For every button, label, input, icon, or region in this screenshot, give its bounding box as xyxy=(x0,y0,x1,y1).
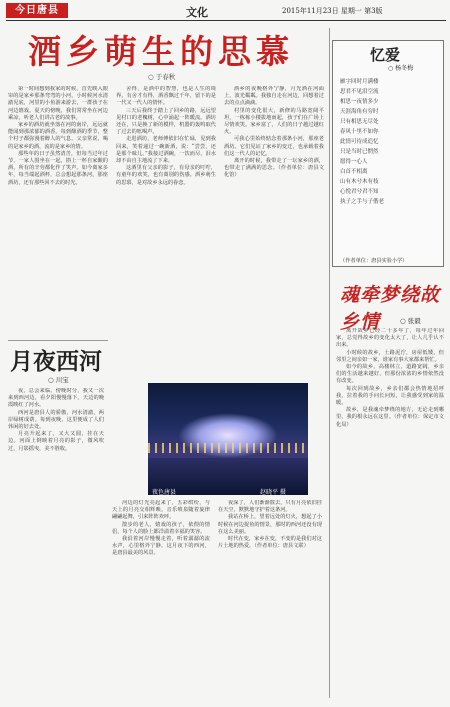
poem-line: 只是当时已惘然 xyxy=(340,149,379,155)
paragraph: 我站在桥上，望着远处的灯火，想起了小时候在河边捉鱼的情景，那时的西河还没有现在这么美丽。 xyxy=(218,514,322,535)
article2-column-3 xyxy=(218,500,322,700)
poem-line: 相思一夜情多少 xyxy=(340,99,379,105)
paragraph: 散步的老人，嬉戏的孩子，依偎的情侣，每个人的脸上都洋溢着幸福的笑容。 xyxy=(112,521,210,535)
page-header xyxy=(0,0,450,22)
article2-column-2 xyxy=(112,500,210,700)
poem-line: 心悦君兮君不知 xyxy=(340,189,379,195)
paragraph: 家乡的酒坊就坐落在河的南岸，远远就能闻到那浓郁的酒香。每到酿酒的季节，整个村子都弥漫着醉人的气息。父亲常说，喝的是家乡的酒，流的是家乡的情。 xyxy=(8,122,108,150)
paragraph: 故乡，是我魂牵梦绕的地方，无论走到哪里，我的根永远在这里。（作者单位：保定市文化局） xyxy=(336,407,444,428)
header-rule xyxy=(6,20,446,21)
paragraph: 时代在变，家乡在变，不变的是我们对这片土地的热爱。（作者单位：唐县文联） xyxy=(218,536,322,550)
poem-line: 此情可待成追忆 xyxy=(340,139,379,145)
section-divider xyxy=(8,340,108,341)
paragraph: 河边的灯光亮起来了，五彩缤纷，与天上的月亮交相辉映。音乐喷泉随着旋律翩翩起舞，引来阵阵欢呼。 xyxy=(112,500,210,521)
paragraph: 小时候的故乡，土路泥泞，房屋低矮，但邻里之间亲如一家，谁家有事大家都来帮忙。 xyxy=(336,349,444,363)
poem-line: 山有木兮木有枝 xyxy=(340,179,379,185)
article1-column-2 xyxy=(116,86,216,376)
paragraph: 月亮升起来了，又大又圆，挂在天边。河面上倒映着月亮的影子，微风吹过，月影摇曳，美不胜收。 xyxy=(8,431,104,452)
paragraph: 那些年的日子虽然清苦，但每当过年过节，一家人围坐在一起，斟上一杯自家酿的酒，所有的辛劳都化作了笑声。如今离家多年，每当端起酒杯，总会想起那条河，那座酒坊，还有那些回不去的时光。 xyxy=(8,150,108,186)
column-divider xyxy=(329,28,330,698)
paragraph: 每次回到故乡，乡亲们都会热情地招呼我，拉着我的手问长问短，让我感受到家的温暖。 xyxy=(336,385,444,407)
poem-line: 春风十里不如你 xyxy=(340,129,379,135)
article2-column-1 xyxy=(8,388,104,700)
poem-line: 思君不见泪空流 xyxy=(340,89,379,95)
poem-line: 白首不相离 xyxy=(340,169,368,175)
paragraph: 这酒里有父亲的影子，有母亲的叮咛，有童年的欢笑，也有离别的伤感。酒乡萌生的思慕，是对故乡永远的眷恋。 xyxy=(116,165,216,186)
paragraph: 我沿着河岸慢慢走着，听着潺潺的流水声，心里格外宁静。这月夜下的西河，是唐县最美的风景。 xyxy=(112,536,210,557)
paragraph: 村里的变化很大，新修的马路宽阔平坦，一栋栋小楼拔地而起，孩子们在广场上尽情欢笑。家乡富了，人们的日子越过越红火。 xyxy=(224,107,324,136)
paragraph: 酒乡的夜晚格外宁静，月光洒在河面上，波光粼粼。我独自走在河边，回想着过去的点点滴滴。 xyxy=(224,86,324,107)
article3-column-1 xyxy=(336,328,444,700)
paragraph: 夜深了，人们渐渐散去，只有月亮依旧挂在天空，默默地守护着这条河。 xyxy=(218,500,322,514)
article1-title: 酒乡萌生的思慕 xyxy=(28,32,294,71)
article2-title: 月夜西河 xyxy=(10,348,102,375)
article1-column-1 xyxy=(8,86,108,336)
paragraph: 夜，总会来临。傍晚时分，我又一次来到西河边，看夕阳慢慢落下，天边的晚霞映红了河水。 xyxy=(8,388,104,409)
issue-date: 2015年11月23日 星期一 第3版 xyxy=(282,7,383,15)
article2-author: ○ 川宝 xyxy=(48,376,69,384)
paragraph: 离开故乡已经二十多年了，每年过年回家，总觉得故乡的变化太大了，让人几乎认不出来。 xyxy=(336,328,444,349)
photo-caption: 夜色唐县 xyxy=(152,489,177,496)
article3-title: 魂牵梦绕故乡情 xyxy=(340,284,441,333)
paragraph: 可我心里始终惦念着那条小河，那座老酒坊。它们见证了家乡的变迁，也承载着我们这一代人的记忆。 xyxy=(224,136,324,157)
poem-line: 只有相思无尽处 xyxy=(340,119,379,125)
poem-title: 忆爱 xyxy=(370,46,401,64)
poem-line: 愿得一心人 xyxy=(340,159,368,165)
paragraph: 如今的故乡，高楼林立，道路宽阔，乡亲们的生活越来越好，但那份浓浓的乡情依然没有改变。 xyxy=(336,364,444,385)
article1-author: ○ 于春秋 xyxy=(148,73,176,81)
paragraph: 西河是唐县人的骄傲，河水清澈，两岸绿树成荫。每到夜晚，这里便成了人们休闲的好去处。 xyxy=(8,409,104,431)
paragraph: 第一时间想到我家的时候，首先映入眼帘的是家乡那条弯弯的小河，小时候河水清澈见底，河里的小鱼游来游去，一群孩子在河边嬉戏。夏天的傍晚，我们常常坐在河边乘凉，听老人们讲古老的故事。 xyxy=(8,86,108,121)
city-lights xyxy=(148,443,308,453)
newspaper-logo: 今日唐县 xyxy=(6,3,68,18)
article3-author: ○ 张毅 xyxy=(400,317,421,325)
paragraph: 三天后我终于踏上了回乡的路，远远望见村口的老槐树，心中涌起一阵暖流。酒坊还在，只是换了新的模样，机器的轰鸣取代了过去的吆喝声。 xyxy=(116,107,216,136)
photo-credit: 赵晓平 摄 xyxy=(260,489,286,496)
poem-line: 雁字回时月满楼 xyxy=(340,79,379,85)
paragraph: 离开的时候，我带走了一坛家乡的酒，也带走了满满的思念。（作者单位：唐县文化馆） xyxy=(224,158,324,179)
poem-author: ○ 杨冬梅 xyxy=(388,65,414,72)
section-title: 文化 xyxy=(186,6,208,19)
poem-note: （作者单位：唐县实验小学） xyxy=(340,258,408,264)
poem-line: 天涯海角有穷时 xyxy=(340,109,379,115)
paragraph: 舍得，是酒中的智慧，也是人生的境界。有舍才有得，酒香飘过千年，留下的是一代又一代人的情怀。 xyxy=(116,86,216,107)
paragraph: 走进酒坊，老师傅依旧在忙碌，见到我回来，笑着递过一碗新酒，说：“尝尝，还是那个味儿。”我接过酒碗，一饮而尽，泪水却不由自主地流了下来。 xyxy=(116,136,216,165)
poem-lines xyxy=(340,77,384,207)
night-river-photo xyxy=(148,383,308,495)
article1-column-3 xyxy=(224,86,324,376)
poem-line: 执子之手与子偕老 xyxy=(340,199,385,205)
